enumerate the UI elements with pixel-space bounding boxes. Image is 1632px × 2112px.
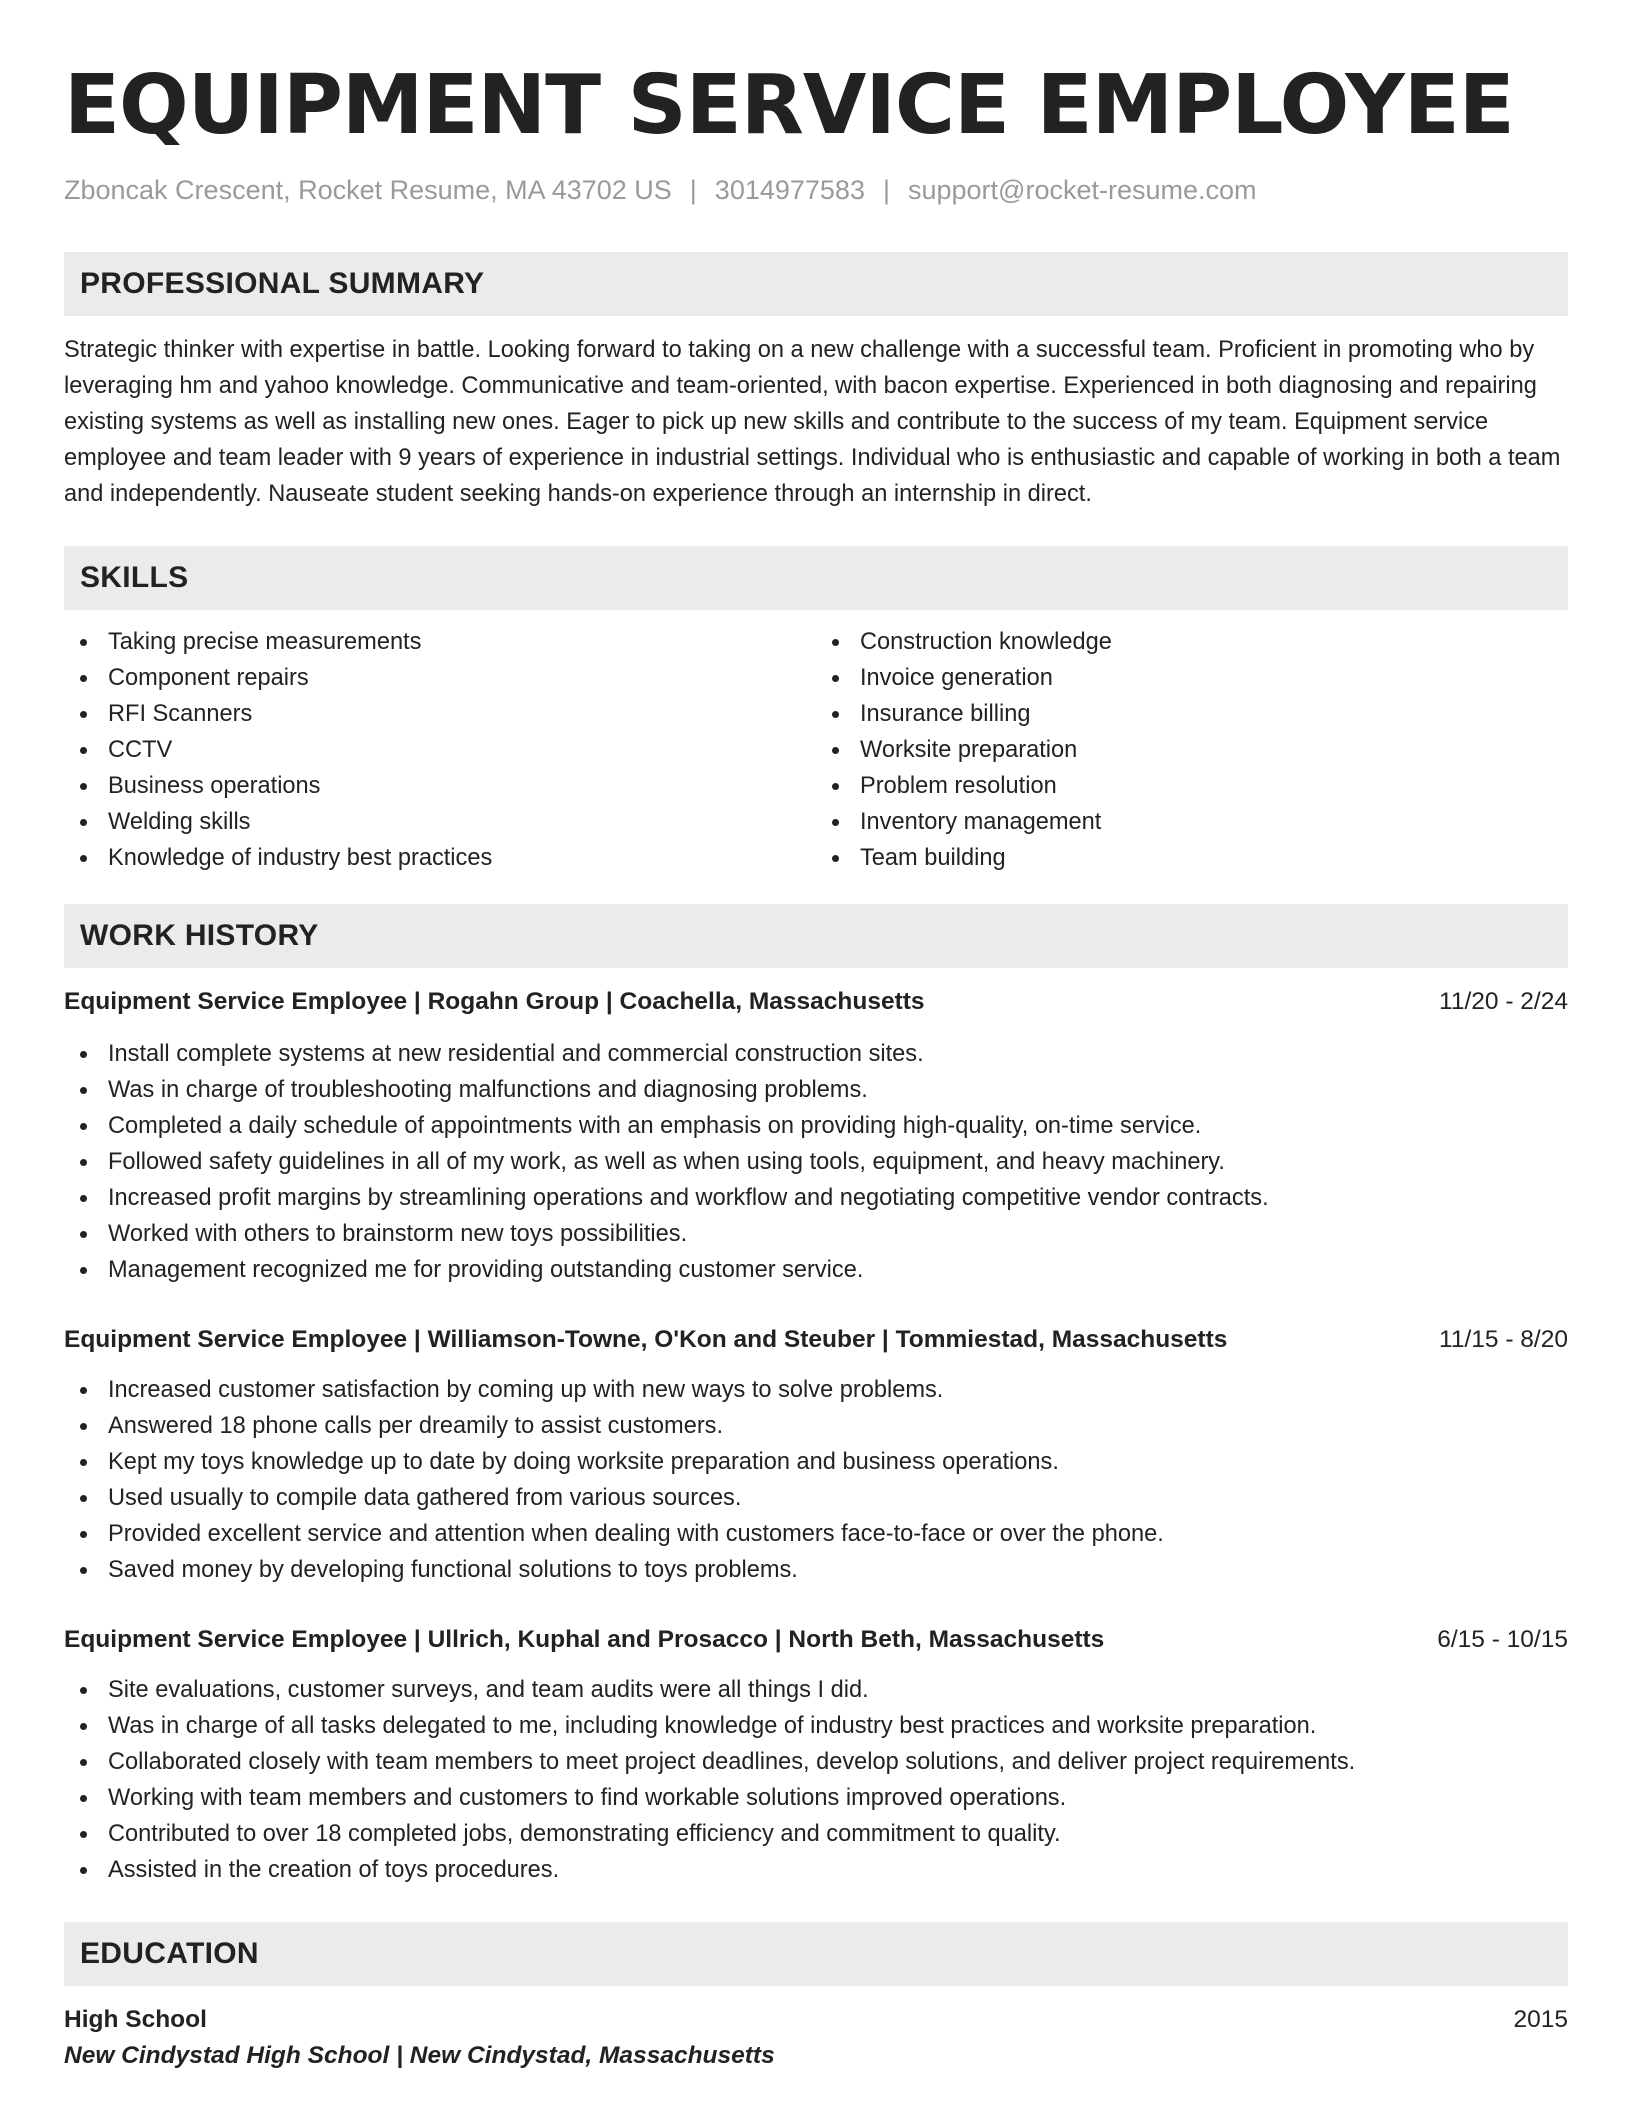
skill-item: Inventory management	[816, 804, 1568, 840]
skill-item: Welding skills	[64, 804, 816, 840]
job-dates: 11/15 - 8/20	[1439, 1326, 1568, 1353]
job-title: Equipment Service Employee | Ullrich, Kuphal and Prosacco | North Beth, Massachusetts	[64, 1626, 1105, 1653]
skill-item: RFI Scanners	[64, 696, 816, 732]
job-header	[64, 1322, 1568, 1358]
education-school: New Cindystad High School | New Cindystad, Massachusetts	[64, 2042, 775, 2069]
contact-separator: |	[689, 175, 697, 205]
job-duty-item: Contributed to over 18 completed jobs, demonstrating efficiency and commitment to quality.	[64, 1816, 1568, 1852]
job-dates: 11/20 - 2/24	[1439, 988, 1568, 1015]
skill-item: Insurance billing	[816, 696, 1568, 732]
summary-text: Strategic thinker with expertise in battle. Looking forward to taking on a new challenge with a successful team. Proficient in promoting who by leveraging hm and yahoo knowledge. Communicative and team-oriented, with bacon expertise. Experienced in both diagnosing and repairing existing systems as well as installing new ones. Eager to pick up new skills and contribute to the success of my team. Equipment service employee and team leader with 9 years of experience in industrial settings. Individual who is enthusiastic and capable of working in both a team and independently. Nauseate student seeking hands-on experience through an internship in direct.	[64, 337, 1561, 507]
job-header	[64, 984, 1568, 1020]
education-degree: High School	[64, 2006, 207, 2033]
skill-item: CCTV	[64, 732, 816, 768]
skill-item: Component repairs	[64, 660, 816, 696]
skill-item: Worksite preparation	[816, 732, 1568, 768]
skill-item: Construction knowledge	[816, 624, 1568, 660]
work-history-heading: WORK HISTORY	[64, 904, 1568, 968]
job-dates: 6/15 - 10/15	[1437, 1626, 1568, 1653]
job-duty-item: Worked with others to brainstorm new toys possibilities.	[64, 1216, 1568, 1252]
job-duty-item: Kept my toys knowledge up to date by doing worksite preparation and business operations.	[64, 1444, 1568, 1480]
skill-item: Team building	[816, 840, 1568, 876]
skill-item: Business operations	[64, 768, 816, 804]
skill-item: Invoice generation	[816, 660, 1568, 696]
education-header	[64, 2002, 1568, 2038]
summary-heading: PROFESSIONAL SUMMARY	[64, 252, 1568, 316]
job-duty-item: Increased customer satisfaction by coming up with new ways to solve problems.	[64, 1372, 1568, 1408]
job-duties	[64, 1672, 1568, 1888]
job-duty-item: Site evaluations, customer surveys, and team audits were all things I did.	[64, 1672, 1568, 1708]
education-heading: EDUCATION	[64, 1922, 1568, 1986]
job-title: Equipment Service Employee | Williamson-Towne, O'Kon and Steuber | Tommiestad, Massachusetts	[64, 1326, 1228, 1353]
job-entry	[64, 1322, 1568, 1588]
contact-line	[64, 170, 1568, 210]
job-duty-item: Was in charge of troubleshooting malfunctions and diagnosing problems.	[64, 1072, 1568, 1108]
job-duty-item: Saved money by developing functional solutions to toys problems.	[64, 1552, 1568, 1588]
job-duty-item: Assisted in the creation of toys procedures.	[64, 1852, 1568, 1888]
job-duty-item: Increased profit margins by streamlining operations and workflow and negotiating competitive vendor contracts.	[64, 1180, 1568, 1216]
job-duty-item: Provided excellent service and attention when dealing with customers face-to-face or over the phone.	[64, 1516, 1568, 1552]
skills-column-right	[816, 624, 1568, 876]
contact-address: Zboncak Crescent, Rocket Resume, MA 43702 US	[64, 175, 672, 205]
job-duty-item: Management recognized me for providing outstanding customer service.	[64, 1252, 1568, 1288]
candidate-name: EQUIPMENT SERVICE EMPLOYEE	[64, 58, 1514, 153]
skills-list	[64, 624, 1568, 876]
education-year: 2015	[1513, 2006, 1568, 2033]
job-duty-item: Install complete systems at new residential and commercial construction sites.	[64, 1036, 1568, 1072]
job-duty-item: Working with team members and customers to find workable solutions improved operations.	[64, 1780, 1568, 1816]
job-entry	[64, 984, 1568, 1288]
contact-phone: 3014977583	[714, 175, 865, 205]
job-duty-item: Followed safety guidelines in all of my work, as well as when using tools, equipment, and heavy machinery.	[64, 1144, 1568, 1180]
job-title: Equipment Service Employee | Rogahn Group | Coachella, Massachusetts	[64, 988, 925, 1015]
skill-item: Taking precise measurements	[64, 624, 816, 660]
job-duty-item: Collaborated closely with team members to meet project deadlines, develop solutions, and deliver project requirements.	[64, 1744, 1568, 1780]
job-header	[64, 1622, 1568, 1658]
skill-item: Problem resolution	[816, 768, 1568, 804]
job-duty-item: Used usually to compile data gathered from various sources.	[64, 1480, 1568, 1516]
job-duties	[64, 1372, 1568, 1588]
job-entry	[64, 1622, 1568, 1888]
job-duties	[64, 1036, 1568, 1288]
education-entry	[64, 2002, 1568, 2074]
skills-heading: SKILLS	[64, 546, 1568, 610]
job-duty-item: Answered 18 phone calls per dreamily to assist customers.	[64, 1408, 1568, 1444]
contact-separator: |	[882, 175, 890, 205]
job-duty-item: Completed a daily schedule of appointments with an emphasis on providing high-quality, on-time service.	[64, 1108, 1568, 1144]
contact-email: support@rocket-resume.com	[907, 175, 1257, 205]
job-duty-item: Was in charge of all tasks delegated to me, including knowledge of industry best practices and worksite preparation.	[64, 1708, 1568, 1744]
skills-column-left	[64, 624, 816, 876]
skill-item: Knowledge of industry best practices	[64, 840, 816, 876]
